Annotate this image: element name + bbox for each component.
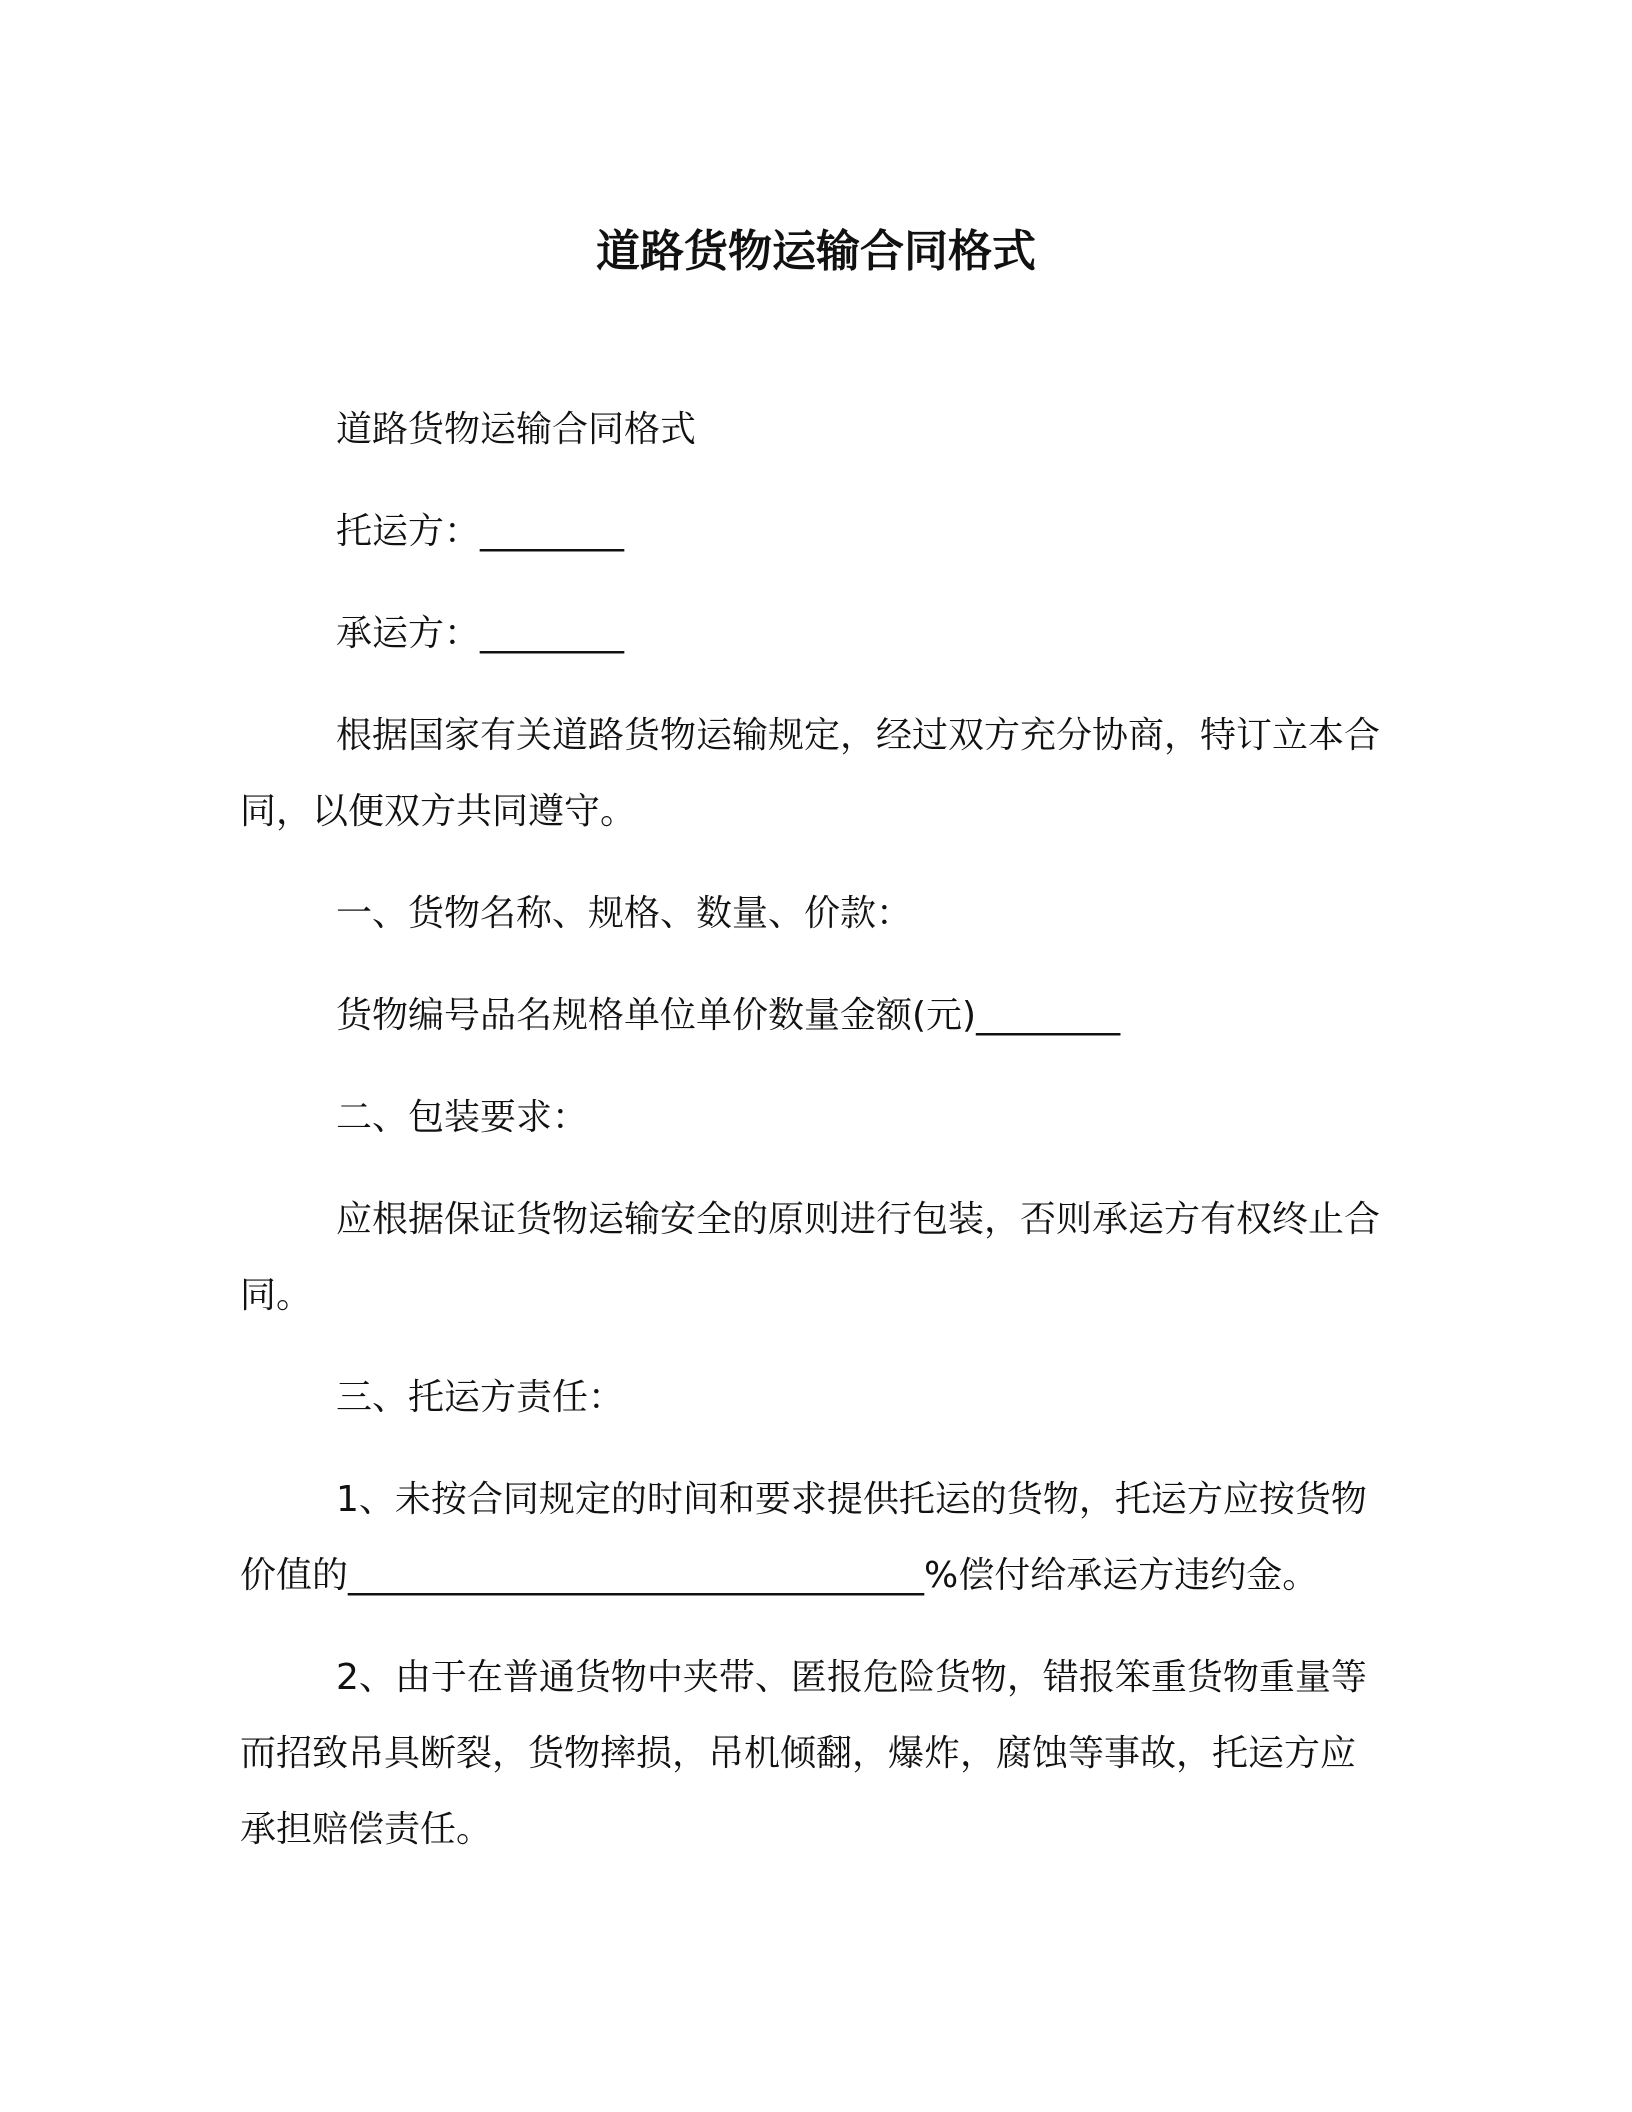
paragraph-heading: 道路货物运输合同格式 [336, 409, 697, 450]
paragraph-shipper: 托运方：________ [336, 511, 625, 552]
paragraph-section-1: 一、货物名称、规格、数量、价款： [336, 893, 913, 934]
paragraph-section-2: 二、包装要求： [336, 1097, 589, 1138]
paragraph-clause-2: 2、由于在普通货物中夹带、匿报危险货物，错报笨重货物重量等而招致吊具断裂，货物摔损，吊机倾翻，爆炸，腐蚀等事故，托运方应承担赔偿责任。 [240, 1657, 1367, 1850]
paragraph-carrier: 承运方：________ [336, 613, 625, 654]
paragraph-packaging: 应根据保证货物运输安全的原则进行包装，否则承运方有权终止合同。 [240, 1199, 1381, 1316]
paragraph-section-3: 三、托运方责任： [336, 1377, 625, 1418]
document-title: 道路货物运输合同格式 [596, 226, 1036, 277]
paragraph-goods-columns: 货物编号品名规格单位单价数量金额(元)________ [336, 995, 1121, 1036]
document-body [240, 392, 1380, 1894]
paragraph-preamble: 根据国家有关道路货物运输规定，经过双方充分协商，特订立本合同，以便双方共同遵守。 [240, 715, 1381, 832]
paragraph-clause-1: 1、未按合同规定的时间和要求提供托运的货物，托运方应按货物价值的________________________________%偿付给承运方违约金。 [240, 1479, 1367, 1596]
